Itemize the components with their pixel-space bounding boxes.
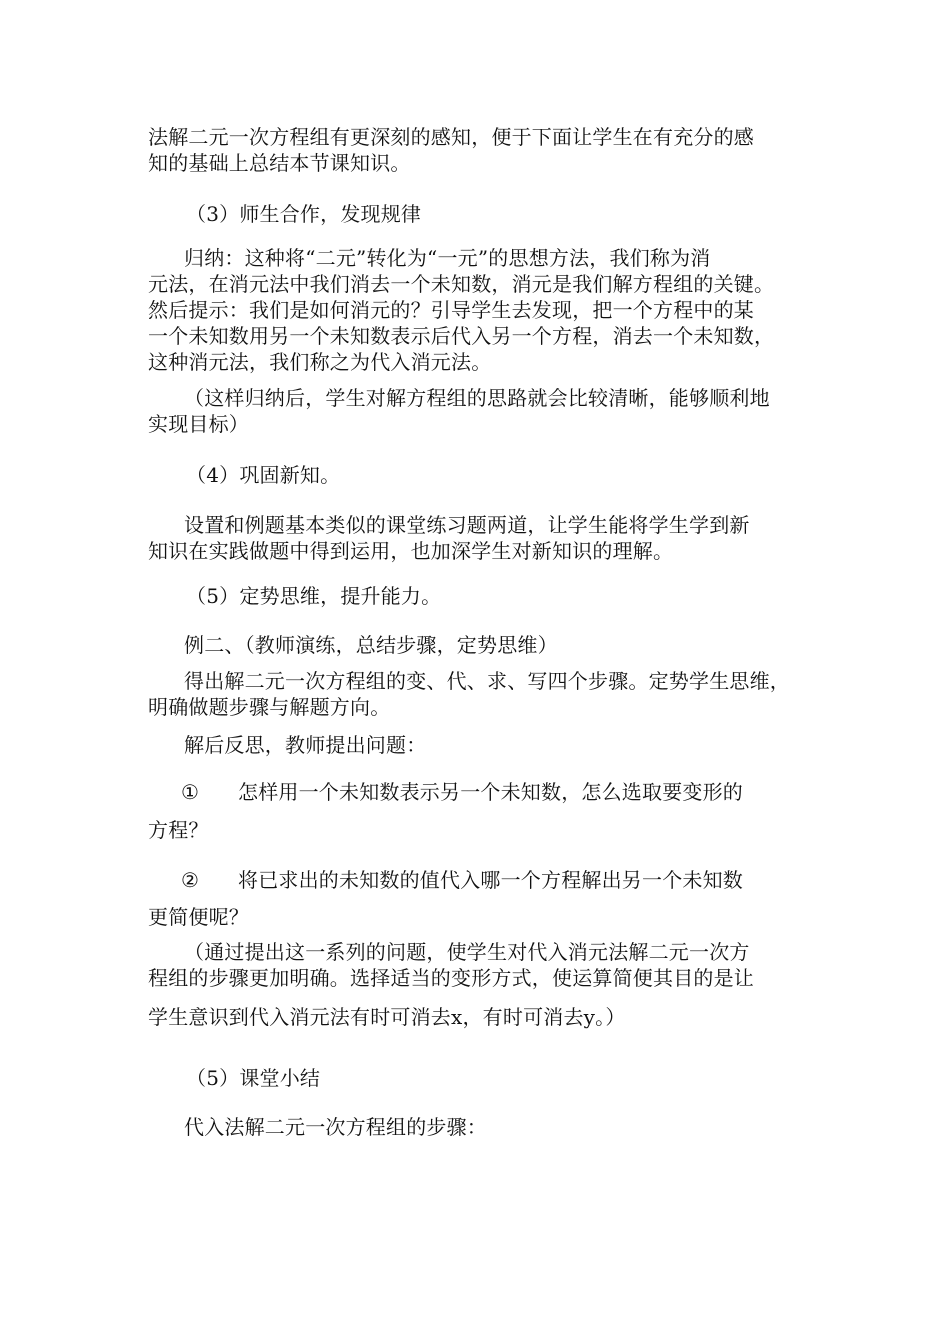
paragraph-line: 一个未知数用另一个未知数表示后代入另一个方程，消去一个未知数，: [148, 324, 775, 348]
paragraph-line: 归纳：这种将“二元”转化为“一元”的思想方法，我们称为消: [184, 246, 711, 270]
paragraph-line: 程组的步骤更加明确。选择适当的变形方式，使运算简便其目的是让: [148, 966, 754, 990]
list-item-text: 怎样用一个未知数表示另一个未知数，怎么选取要变形的: [238, 780, 743, 804]
section-heading: （4）巩固新知。: [186, 463, 341, 487]
paragraph-line: （这样归纳后，学生对解方程组的思路就会比较清晰，能够顺利地: [184, 386, 770, 410]
paragraph-line: 知识在实践做题中得到运用，也加深学生对新知识的理解。: [148, 539, 674, 563]
paragraph-line: （通过提出这一系列的问题，使学生对代入消元法解二元一次方: [184, 940, 750, 964]
paragraph-line: 例二、（教师演练，总结步骤，定势思维）: [184, 633, 558, 657]
list-marker-2: ②: [181, 868, 200, 892]
paragraph-line: 解后反思，教师提出问题：: [184, 733, 427, 757]
section-heading: （3）师生合作，发现规律: [186, 202, 422, 226]
list-item-text: 更简便呢？: [148, 905, 249, 929]
paragraph-line: 法解二元一次方程组有更深刻的感知，便于下面让学生在有充分的感: [148, 125, 754, 149]
paragraph-line: 然后提示：我们是如何消元的？引导学生去发现，把一个方程中的某: [148, 298, 754, 322]
list-marker-1: ①: [181, 780, 200, 804]
paragraph-line: 代入法解二元一次方程组的步骤：: [184, 1115, 487, 1139]
list-item-text: 将已求出的未知数的值代入哪一个方程解出另一个未知数: [238, 868, 743, 892]
paragraph-line: 元法，在消元法中我们消去一个未知数，消元是我们解方程组的关键。: [148, 272, 775, 296]
paragraph-line: 知的基础上总结本节课知识。: [148, 151, 411, 175]
paragraph-line: 这种消元法，我们称之为代入消元法。: [148, 350, 492, 374]
section-heading: （5）定势思维，提升能力。: [186, 584, 442, 608]
paragraph-line: 学生意识到代入消元法有时可消去x，有时可消去y。）: [148, 1005, 626, 1029]
section-heading: （5）课堂小结: [186, 1066, 321, 1090]
paragraph-line: 实现目标）: [148, 412, 249, 436]
paragraph-line: 设置和例题基本类似的课堂练习题两道，让学生能将学生学到新: [184, 513, 750, 537]
paragraph-line: 得出解二元一次方程组的变、代、求、写四个步骤。定势学生思维，: [184, 669, 790, 693]
list-item-text: 方程？: [148, 818, 209, 842]
paragraph-line: 明确做题步骤与解题方向。: [148, 695, 391, 719]
